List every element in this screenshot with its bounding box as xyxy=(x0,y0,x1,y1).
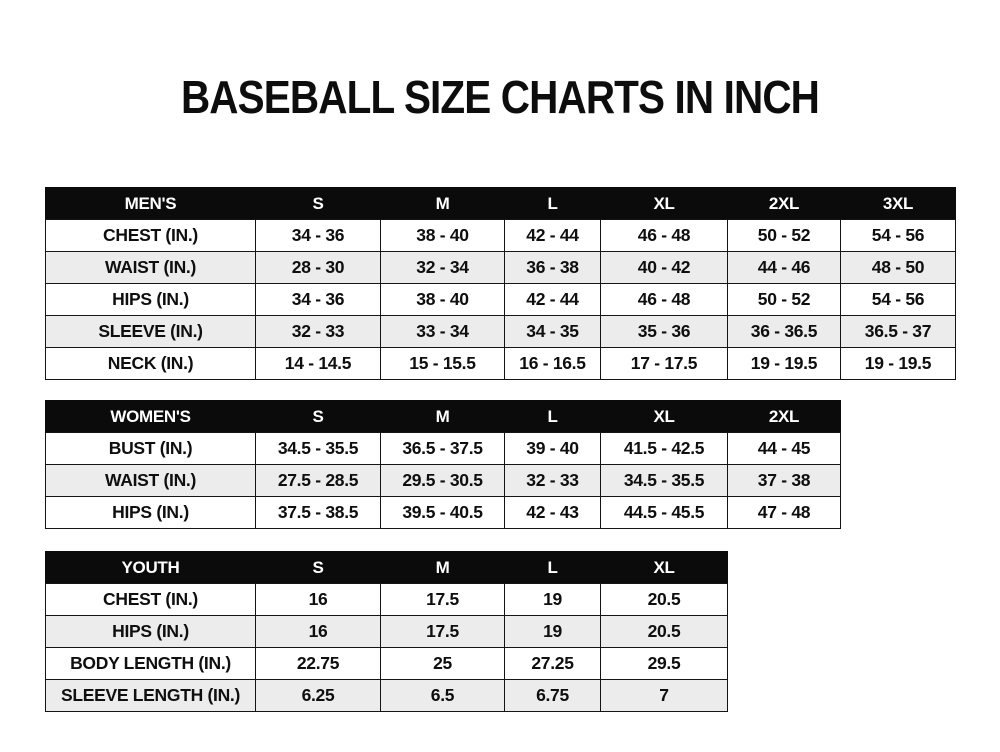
size-value-cell: 32 - 34 xyxy=(381,252,505,284)
size-value-cell: 25 xyxy=(381,648,505,680)
size-value-cell: 19 - 19.5 xyxy=(841,348,956,380)
size-value-cell: 47 - 48 xyxy=(728,497,841,529)
size-value-cell: 50 - 52 xyxy=(728,220,841,252)
mens-size-table xyxy=(45,187,956,380)
size-value-cell: 35 - 36 xyxy=(601,316,728,348)
size-value-cell: 6.5 xyxy=(381,680,505,712)
size-value-cell: 38 - 40 xyxy=(381,284,505,316)
size-value-cell: 19 xyxy=(505,616,601,648)
page-title: BASEBALL SIZE CHARTS IN INCH xyxy=(180,71,820,123)
size-value-cell: 19 xyxy=(505,584,601,616)
size-value-cell: 54 - 56 xyxy=(841,220,956,252)
column-header: M xyxy=(381,188,505,220)
row-label: HIPS (IN.) xyxy=(46,616,256,648)
column-header: 2XL xyxy=(728,401,841,433)
table-row xyxy=(46,616,728,648)
row-label: CHEST (IN.) xyxy=(46,584,256,616)
table-row xyxy=(46,348,956,380)
size-value-cell: 7 xyxy=(601,680,728,712)
row-label: SLEEVE LENGTH (IN.) xyxy=(46,680,256,712)
size-value-cell: 17.5 xyxy=(381,616,505,648)
size-value-cell: 46 - 48 xyxy=(601,284,728,316)
table-row xyxy=(46,680,728,712)
column-header: XL xyxy=(601,188,728,220)
size-value-cell: 22.75 xyxy=(256,648,381,680)
size-value-cell: 17.5 xyxy=(381,584,505,616)
row-label: WAIST (IN.) xyxy=(46,465,256,497)
row-label: HIPS (IN.) xyxy=(46,497,256,529)
column-header: L xyxy=(505,552,601,584)
size-value-cell: 39 - 40 xyxy=(505,433,601,465)
size-value-cell: 48 - 50 xyxy=(841,252,956,284)
size-value-cell: 42 - 44 xyxy=(505,220,601,252)
size-value-cell: 41.5 - 42.5 xyxy=(601,433,728,465)
table-row xyxy=(46,316,956,348)
column-header: S xyxy=(256,188,381,220)
youth-size-table xyxy=(45,551,728,712)
size-table xyxy=(45,551,728,712)
size-table xyxy=(45,400,841,529)
size-value-cell: 28 - 30 xyxy=(256,252,381,284)
size-value-cell: 42 - 43 xyxy=(505,497,601,529)
table-row xyxy=(46,465,841,497)
size-value-cell: 17 - 17.5 xyxy=(601,348,728,380)
size-value-cell: 6.75 xyxy=(505,680,601,712)
size-value-cell: 29.5 - 30.5 xyxy=(381,465,505,497)
size-table xyxy=(45,187,956,380)
size-value-cell: 38 - 40 xyxy=(381,220,505,252)
row-label: SLEEVE (IN.) xyxy=(46,316,256,348)
size-value-cell: 14 - 14.5 xyxy=(256,348,381,380)
column-header: YOUTH xyxy=(46,552,256,584)
size-value-cell: 34 - 36 xyxy=(256,220,381,252)
size-value-cell: 27.5 - 28.5 xyxy=(256,465,381,497)
size-value-cell: 36 - 36.5 xyxy=(728,316,841,348)
column-header: L xyxy=(505,401,601,433)
column-header: XL xyxy=(601,552,728,584)
row-label: NECK (IN.) xyxy=(46,348,256,380)
size-value-cell: 15 - 15.5 xyxy=(381,348,505,380)
size-value-cell: 44 - 46 xyxy=(728,252,841,284)
header-row xyxy=(46,188,956,220)
size-value-cell: 34 - 35 xyxy=(505,316,601,348)
column-header: S xyxy=(256,401,381,433)
size-value-cell: 20.5 xyxy=(601,584,728,616)
size-value-cell: 37 - 38 xyxy=(728,465,841,497)
size-value-cell: 33 - 34 xyxy=(381,316,505,348)
size-value-cell: 34 - 36 xyxy=(256,284,381,316)
column-header: 2XL xyxy=(728,188,841,220)
size-value-cell: 39.5 - 40.5 xyxy=(381,497,505,529)
row-label: CHEST (IN.) xyxy=(46,220,256,252)
table-row xyxy=(46,433,841,465)
column-header: S xyxy=(256,552,381,584)
size-value-cell: 16 - 16.5 xyxy=(505,348,601,380)
column-header: 3XL xyxy=(841,188,956,220)
size-value-cell: 6.25 xyxy=(256,680,381,712)
table-row xyxy=(46,584,728,616)
row-label: BUST (IN.) xyxy=(46,433,256,465)
size-value-cell: 16 xyxy=(256,616,381,648)
header-row xyxy=(46,552,728,584)
size-value-cell: 34.5 - 35.5 xyxy=(601,465,728,497)
size-value-cell: 32 - 33 xyxy=(505,465,601,497)
size-value-cell: 34.5 - 35.5 xyxy=(256,433,381,465)
size-value-cell: 42 - 44 xyxy=(505,284,601,316)
column-header: WOMEN'S xyxy=(46,401,256,433)
column-header: M xyxy=(381,552,505,584)
size-value-cell: 36.5 - 37.5 xyxy=(381,433,505,465)
row-label: BODY LENGTH (IN.) xyxy=(46,648,256,680)
size-value-cell: 19 - 19.5 xyxy=(728,348,841,380)
size-value-cell: 36 - 38 xyxy=(505,252,601,284)
column-header: M xyxy=(381,401,505,433)
row-label: WAIST (IN.) xyxy=(46,252,256,284)
table-row xyxy=(46,284,956,316)
size-value-cell: 36.5 - 37 xyxy=(841,316,956,348)
size-value-cell: 29.5 xyxy=(601,648,728,680)
column-header: L xyxy=(505,188,601,220)
header-row xyxy=(46,401,841,433)
size-value-cell: 37.5 - 38.5 xyxy=(256,497,381,529)
column-header: MEN'S xyxy=(46,188,256,220)
size-value-cell: 44 - 45 xyxy=(728,433,841,465)
size-value-cell: 20.5 xyxy=(601,616,728,648)
table-row xyxy=(46,648,728,680)
size-value-cell: 16 xyxy=(256,584,381,616)
table-row xyxy=(46,252,956,284)
size-value-cell: 46 - 48 xyxy=(601,220,728,252)
size-value-cell: 27.25 xyxy=(505,648,601,680)
womens-size-table xyxy=(45,400,841,529)
size-value-cell: 40 - 42 xyxy=(601,252,728,284)
row-label: HIPS (IN.) xyxy=(46,284,256,316)
size-value-cell: 54 - 56 xyxy=(841,284,956,316)
table-row xyxy=(46,220,956,252)
size-value-cell: 50 - 52 xyxy=(728,284,841,316)
table-row xyxy=(46,497,841,529)
size-value-cell: 32 - 33 xyxy=(256,316,381,348)
column-header: XL xyxy=(601,401,728,433)
size-value-cell: 44.5 - 45.5 xyxy=(601,497,728,529)
